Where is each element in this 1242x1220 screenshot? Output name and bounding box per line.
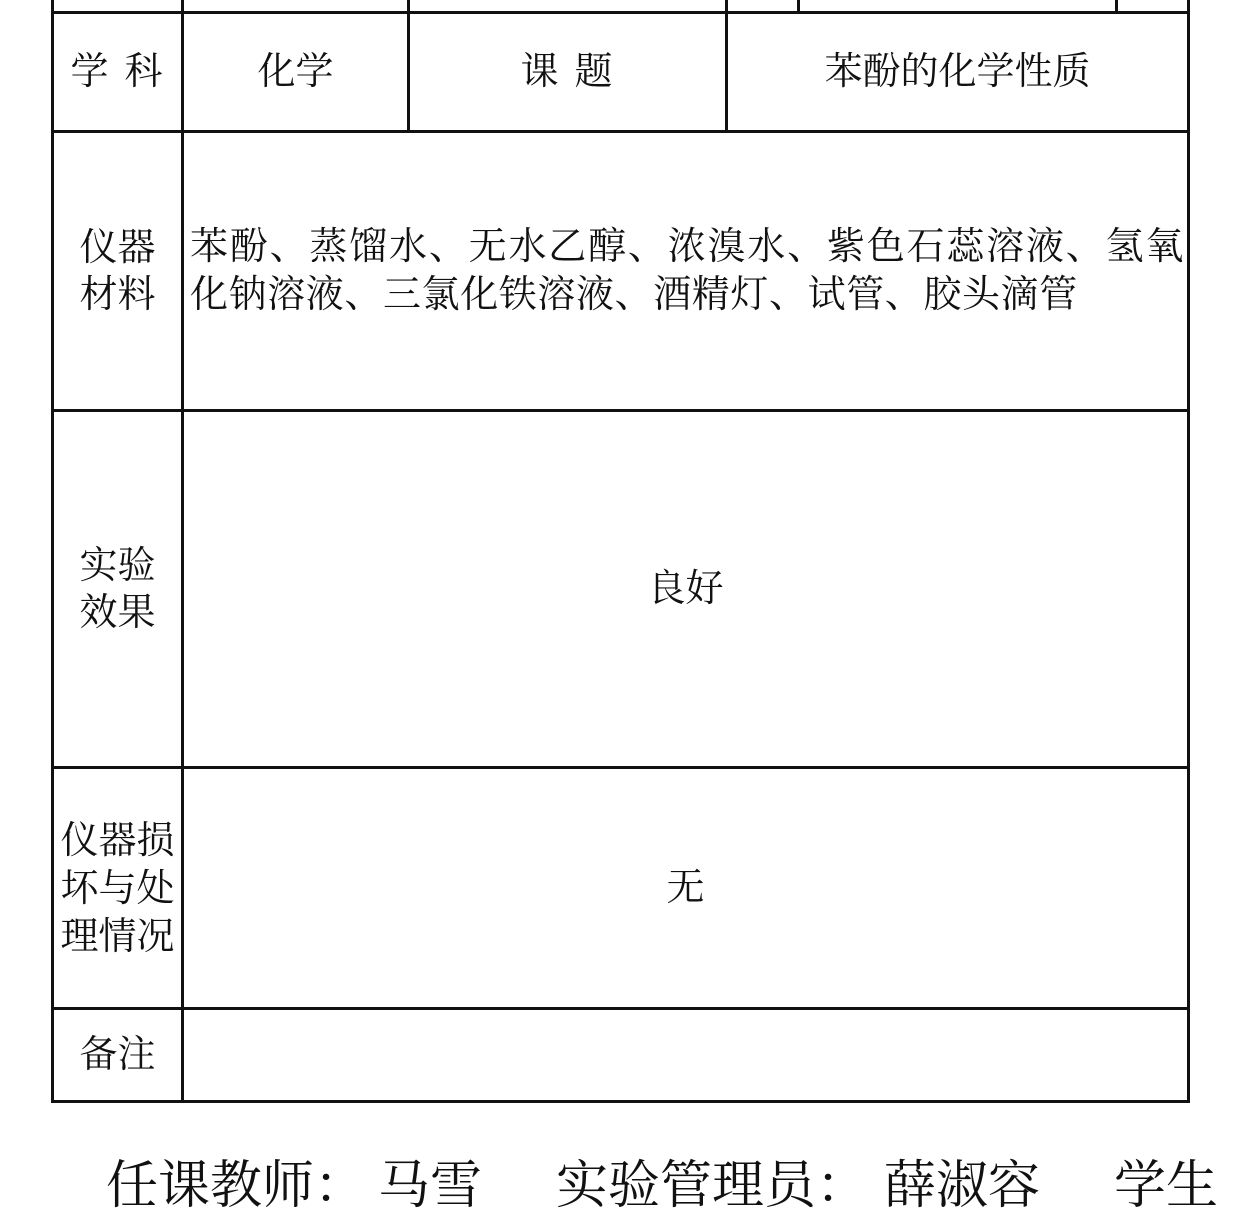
topic-label: 课 题 bbox=[520, 49, 615, 94]
subject-label: 学 科 bbox=[70, 49, 165, 94]
teacher-label: 任课教师： bbox=[106, 1156, 367, 1216]
topic-value: 苯酚的化学性质 bbox=[824, 49, 1091, 94]
damage-label-cell bbox=[54, 769, 181, 1007]
table-bottom-border bbox=[51, 1100, 1190, 1103]
effect-value: 良好 bbox=[647, 566, 724, 611]
admin-name: 薛淑容 bbox=[884, 1156, 1041, 1216]
upper-row-divider-partial bbox=[797, 0, 800, 13]
teacher-name: 马雪 bbox=[378, 1156, 483, 1216]
row-divider-1 bbox=[51, 130, 1190, 133]
damage-value: 无 bbox=[666, 865, 705, 910]
materials-label-cell bbox=[54, 133, 181, 409]
notes-value bbox=[184, 1010, 1187, 1100]
table-right-border bbox=[1187, 0, 1190, 1103]
student-label: 学生 bbox=[1114, 1156, 1219, 1216]
materials-value: 苯酚、蒸馏水、无水乙醇、浓溴水、紫色石蕊溶液、氢氧化钠溶液、三氯化铁溶液、酒精灯、试管、胶头滴管 bbox=[190, 224, 1184, 316]
materials-label: 仪器材料 bbox=[79, 224, 156, 316]
admin-label: 实验管理员： bbox=[556, 1156, 869, 1216]
upper-row-divider-partial bbox=[1115, 0, 1118, 13]
effect-label: 实验效果 bbox=[79, 542, 156, 634]
subject-value: 化学 bbox=[257, 49, 334, 94]
damage-label: 仪器损坏与处理情况 bbox=[60, 817, 175, 959]
notes-label: 备注 bbox=[79, 1032, 156, 1077]
effect-label-cell bbox=[54, 412, 181, 766]
